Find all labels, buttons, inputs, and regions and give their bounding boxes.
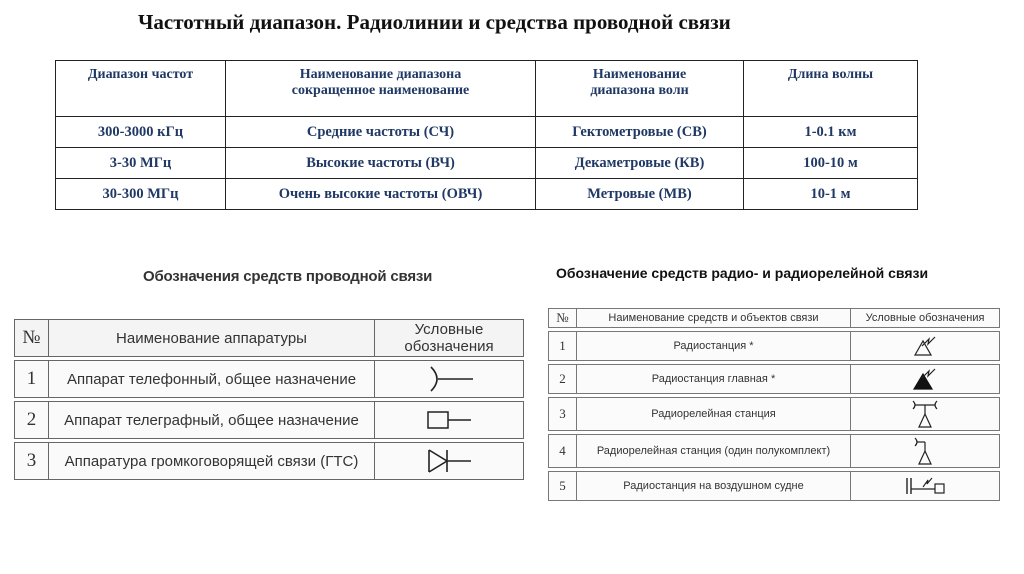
cell-wavelength: 1-0.1 км [744,117,918,148]
table-row [14,401,524,439]
loudspeaker-symbol-icon [419,446,479,476]
table-row [14,442,524,480]
aircraft-radio-station-icon [901,473,949,499]
equipment-name: Аппаратура громкоговорящей связи (ГТС) [48,442,374,480]
cell-wavelength: 10-1 м [744,179,918,210]
wired-table-caption: Обозначения средств проводной связи [143,268,433,285]
symbol-cell [850,397,1000,431]
header-symbol: Условные обозначения [850,308,1000,328]
header-band-name-line1: Наименование диапазона [299,67,462,82]
table-row [548,364,1000,394]
cell-wave-band: Гектометровые (СВ) [536,117,744,148]
symbol-cell [374,401,524,439]
row-number: 2 [548,364,576,394]
symbol-cell [850,434,1000,468]
radio-equipment-table [548,305,1000,504]
cell-range: 3-30 МГц [56,148,226,179]
main-radio-station-icon [905,366,945,392]
row-number: 4 [548,434,576,468]
row-number: 3 [548,397,576,431]
telegraph-symbol-icon [419,405,479,435]
equipment-name: Аппарат телеграфный, общее назначение [48,401,374,439]
header-wavelength: Длина волны [744,61,918,117]
symbol-cell [374,442,524,480]
header-equipment-name: Наименование аппаратуры [48,319,374,357]
wired-equipment-table [14,316,524,483]
symbol-cell [374,360,524,398]
row-number: 5 [548,471,576,501]
radio-relay-station-icon [905,399,945,429]
radio-station-icon [905,333,945,359]
equipment-name: Радиостанция главная * [576,364,850,394]
header-equipment-name: Наименование средств и объектов связи [576,308,850,328]
table-row [548,331,1000,361]
radio-table-header [548,308,1000,328]
radio-relay-half-set-icon [905,436,945,466]
symbol-cell [850,331,1000,361]
row-number: 1 [548,331,576,361]
equipment-name: Радиорелейная станция [576,397,850,431]
table-row [14,360,524,398]
frequency-table [55,60,918,210]
header-wave-band-line2: диапазона волн [590,83,689,98]
equipment-name: Радиостанция на воздушном судне [576,471,850,501]
cell-wavelength: 100-10 м [744,148,918,179]
table-row [56,117,918,148]
header-num: № [548,308,576,328]
header-wave-band [536,61,744,117]
cell-range: 30-300 МГц [56,179,226,210]
cell-wave-band: Декаметровые (КВ) [536,148,744,179]
telephone-symbol-icon [419,364,479,394]
table-row [548,471,1000,501]
radio-table-caption: Обозначение средств радио- и радиорелейной связи [556,265,929,281]
header-band-name [226,61,536,117]
table-row [56,148,918,179]
wired-table-header [14,319,524,357]
header-symbol: Условные обозначения [374,319,524,357]
cell-band-name: Высокие частоты (ВЧ) [226,148,536,179]
row-number: 1 [14,360,48,398]
table-row [548,397,1000,431]
table-row [548,434,1000,468]
equipment-name: Аппарат телефонный, общее назначение [48,360,374,398]
cell-range: 300-3000 кГц [56,117,226,148]
frequency-table-header [56,61,918,117]
cell-band-name: Средние частоты (СЧ) [226,117,536,148]
cell-band-name: Очень высокие частоты (ОВЧ) [226,179,536,210]
table-row [56,179,918,210]
equipment-name: Радиостанция * [576,331,850,361]
cell-wave-band: Метровые (МВ) [536,179,744,210]
equipment-name: Радиорелейная станция (один полукомплект) [576,434,850,468]
symbol-cell [850,471,1000,501]
header-band-name-line2: сокращенное наименование [291,83,470,98]
header-num: № [14,319,48,357]
row-number: 3 [14,442,48,480]
header-wave-band-line1: Наименование [592,67,687,82]
page-title: Частотный диапазон. Радиолинии и средства проводной связи [138,10,731,34]
row-number: 2 [14,401,48,439]
symbol-cell [850,364,1000,394]
header-range: Диапазон частот [56,61,226,117]
